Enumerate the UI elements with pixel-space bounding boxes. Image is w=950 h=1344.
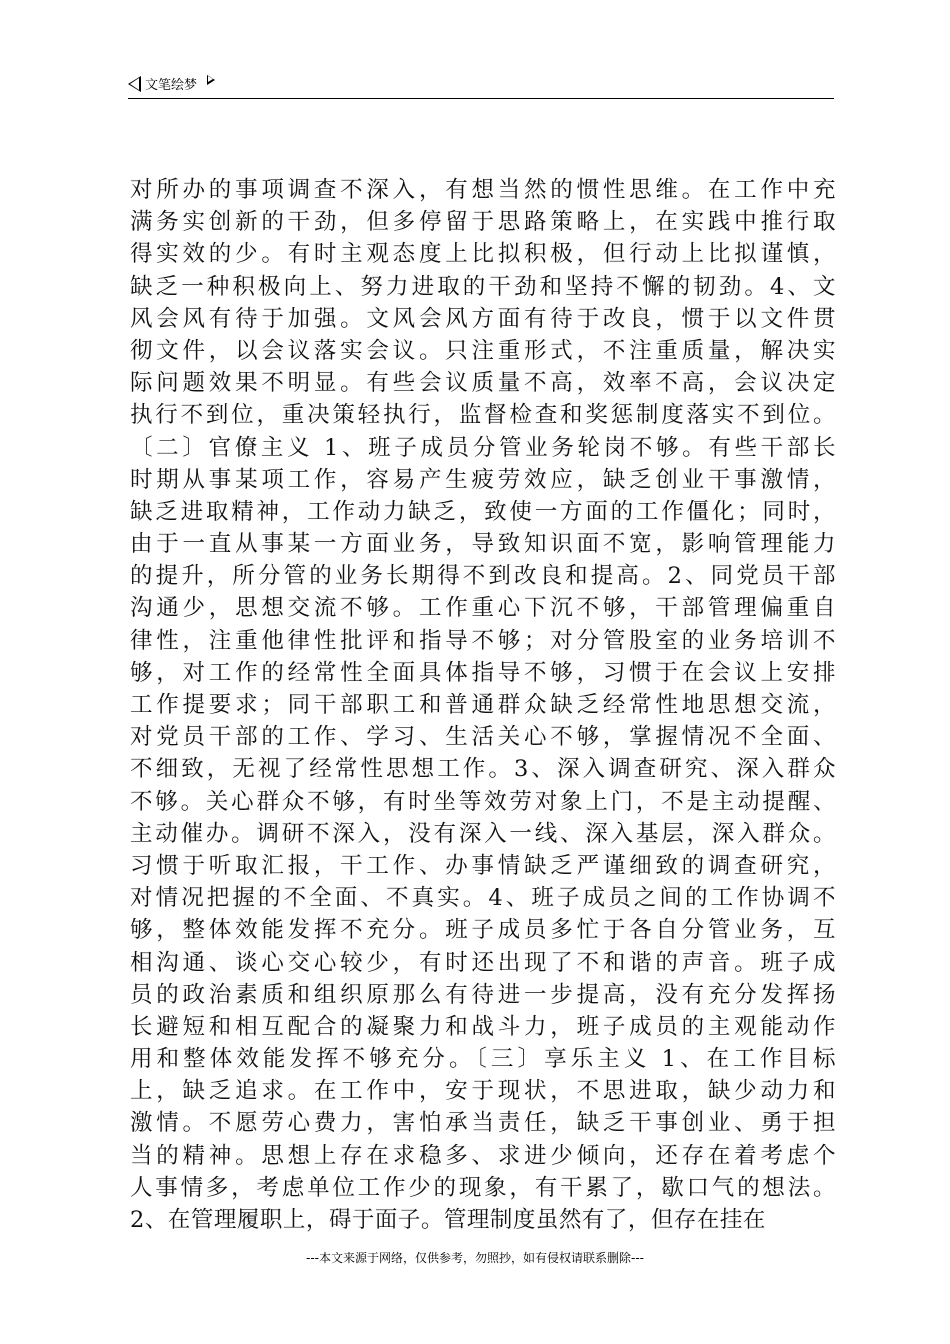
body-line: 2、在管理履职上，碍于面子。管理制度虽然有了，但存在挂在: [130, 1207, 766, 1233]
body-line: 执行不到位，重决策轻执行，监督检查和奖惩制度落实不到位。: [130, 402, 836, 429]
body-line: 上，缺乏追求。在工作中，安于现状，不思进取，缺少动力和: [130, 1078, 836, 1105]
body-line: 激情。不愿劳心费力，害怕承当责任，缺乏干事创业、勇于担: [130, 1110, 836, 1137]
brand-name: 文笔绘梦: [145, 78, 198, 93]
body-line: 律性，注重他律性批评和指导不够；对分管股室的业务培训不: [130, 627, 836, 654]
body-line: 人事情多，考虑单位工作少的现象，有干累了，歇口气的想法。: [130, 1174, 836, 1201]
body-line: 彻文件，以会议落实会议。只注重形式，不注重质量，解决实: [130, 337, 836, 364]
body-line: 缺乏进取精神，工作动力缺乏，致使一方面的工作僵化；同时，: [130, 498, 836, 525]
body-line: 主动催办。调研不深入，没有深入一线、深入基层，深入群众。: [130, 820, 836, 847]
body-line: 沟通少，思想交流不够。工作重心下沉不够，干部管理偏重自: [130, 595, 836, 622]
body-line: 时期从事某项工作，容易产生疲劳效应，缺乏创业干事激情，: [130, 466, 836, 493]
body-line: 对情况把握的不全面、不真实。4、班子成员之间的工作协调不: [130, 885, 836, 912]
triangle-right-icon: [207, 75, 215, 85]
body-line: 相沟通、谈心交心较少，有时还出现了不和谐的声音。班子成: [130, 949, 836, 976]
body-line: 不细致，无视了经常性思想工作。3、深入调查研究、深入群众: [130, 756, 836, 783]
body-line: 习惯于听取汇报，干工作、办事情缺乏严谨细致的调查研究，: [130, 852, 836, 879]
body-line: 满务实创新的干劲，但多停留于思路策略上，在实践中推行取: [130, 209, 836, 236]
body-line: 长避短和相互配合的凝聚力和战斗力，班子成员的主观能动作: [130, 1013, 836, 1040]
body-line: 由于一直从事某一方面业务，导致知识面不宽，影响管理能力: [130, 531, 836, 558]
body-line: 得实效的少。有时主观态度上比拟积极，但行动上比拟谨慎，: [130, 241, 836, 268]
body-line: 够，对工作的经常性全面具体指导不够，习惯于在会议上安排: [130, 659, 836, 686]
triangle-left-icon: [128, 76, 141, 92]
body-line: 工作提要求；同干部职工和普通群众缺乏经常性地思想交流，: [130, 692, 836, 718]
body-line: 够，整体效能发挥不充分。班子成员多忙于各自分管业务，互: [130, 917, 836, 944]
footer-notice: ---本文来源于网络，仅供参考，勿照抄，如有侵权请联系删除---: [306, 1251, 644, 1265]
body-line: 缺乏一种积极向上、努力进取的干劲和坚持不懈的韧劲。4、文: [130, 273, 836, 300]
page-header: [128, 74, 834, 99]
body-line: 风会风有待于加强。文风会风方面有待于改良，惯于以文件贯: [130, 305, 836, 332]
body-line: 当的精神。思想上存在求稳多、求进少倾向，还存在着考虑个: [130, 1142, 836, 1169]
body-line: 不够。关心群众不够，有时坐等效劳对象上门，不是主动提醒、: [130, 788, 836, 815]
header-brand: [128, 74, 215, 93]
body-line: 〔二〕官僚主义 1、班子成员分管业务轮岗不够。有些干部长: [130, 434, 836, 461]
body-line: 员的政治素质和组织原那么有待进一步提高，没有充分发挥扬: [130, 981, 836, 1008]
body-line: 对所办的事项调查不深入，有想当然的惯性思维。在工作中充: [130, 177, 836, 203]
body-line: 际问题效果不明显。有些会议质量不高，效率不高，会议决定: [130, 370, 836, 397]
body-line: 对党员干部的工作、学习、生活关心不够，掌握情况不全面、: [130, 724, 836, 751]
document-body: [130, 174, 836, 1236]
body-line: 用和整体效能发挥不够充分。〔三〕享乐主义 1、在工作目标: [130, 1046, 836, 1073]
body-line: 的提升，所分管的业务长期得不到改良和提高。2、同党员干部: [130, 563, 836, 590]
